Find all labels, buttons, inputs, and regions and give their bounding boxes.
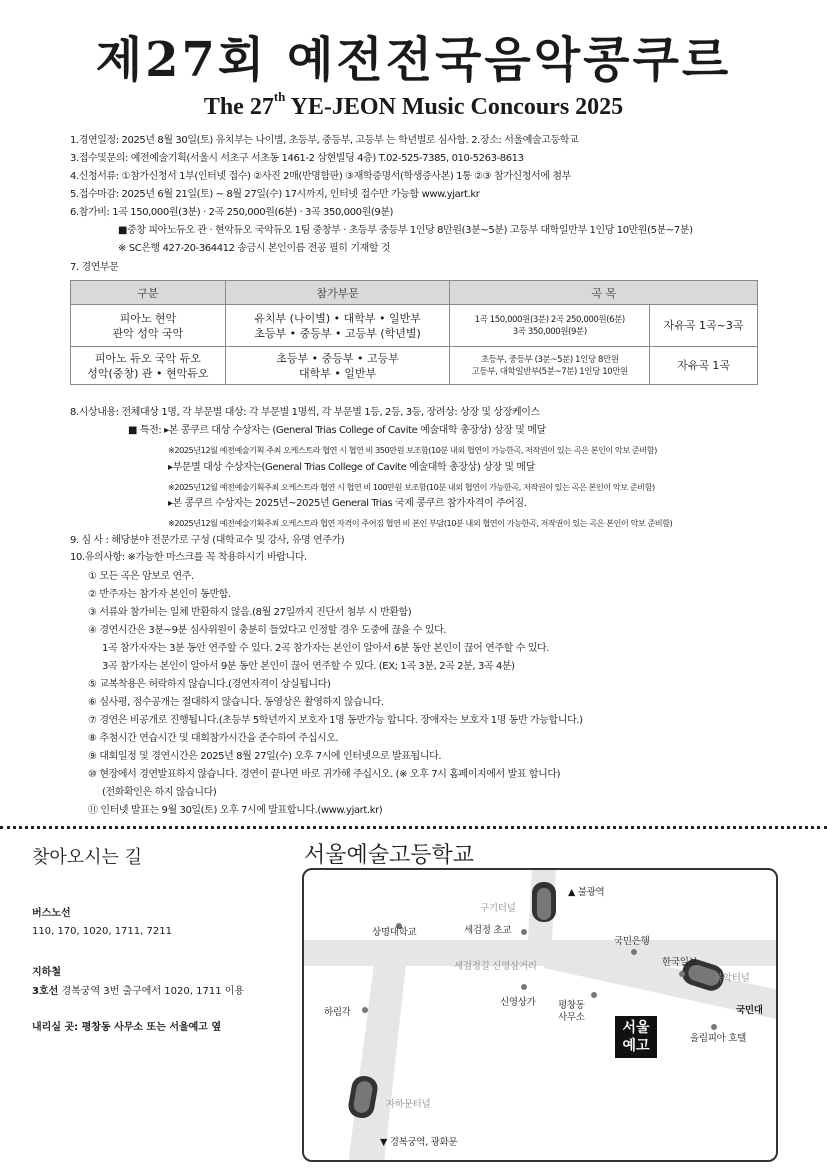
caution-item: ① 모든 곡은 암보로 연주.: [88, 571, 194, 582]
dotted-divider: [0, 826, 827, 829]
info-deadline: 5.접수마감: 2025년 6월 21일(토) ~ 8월 27일(수) 17시까지, 인터넷 접수만 가능함 www.yjart.kr: [70, 189, 480, 200]
table-cell: [225, 305, 450, 347]
title-english: [0, 86, 827, 122]
title-en-post: YE-JEON Music Concours 2025: [285, 94, 624, 120]
info-fee: 6.참가비: 1곡 150,000원(3분) · 2곡 250,000원(6분) · 3곡 350,000원(9분): [70, 207, 394, 218]
benefit-grand-prize: ■ 특전: ▸본 콩쿠르 대상 수상자는 (General Trias College of Cavite 예술대학 총장상) 상장 및 메달: [128, 425, 546, 436]
caution-item: ⑪ 인터넷 발표는 9월 30일(토) 오후 7시에 발표합니다.(www.yjart.kr): [88, 805, 383, 816]
label-pyeongchang-office: 평창동 사무소: [558, 1000, 585, 1023]
label-kookmin-bank: 국민은행: [614, 936, 650, 947]
title-en-sup: th: [273, 89, 286, 104]
stop-info: 내리실 곳: 평창동 사무소 또는 서울예고 옆: [32, 1022, 222, 1033]
table-cell: 자유곡 1곡~3곡: [650, 305, 758, 347]
table-row: [71, 347, 758, 385]
label-olympia: 올림피아 호텔: [690, 1033, 746, 1044]
dot-segeomjeong: [521, 929, 527, 935]
table-header-row: [71, 281, 758, 305]
cell-line: 초등부 • 중등부 • 고등부 (학년별): [254, 326, 421, 340]
school-title: 서울예술고등학교: [304, 843, 475, 868]
label-gyeongbok: ▼ 경복궁역, 광화문: [380, 1137, 458, 1148]
caution-item: ④ 경연시간은 3분~9분 심사위원이 충분히 들었다고 인정할 경우 도중에 끊을 수 있다.: [88, 625, 447, 636]
caution-item: ⑤ 교복착용은 허락하지 않습니다.(경연자격이 상실됩니다): [88, 679, 331, 690]
caution-item: ③ 서류와 참가비는 일체 반환하지 않음.(8월 27일까지 진단서 첨부 시 반환함): [88, 607, 412, 618]
caution-item: 1곡 참가자자는 3분 동안 연주할 수 있다. 2곡 참가자는 본인이 알아서 6분 동안 본인이 끊어 연주할 수 있다.: [102, 643, 550, 654]
info-documents: 4.신청서류: ①참가신청서 1부(인터넷 접수) ②사진 2매(반명함판) ③재학증명서(학생증사본) 1통 ②③ 참가신청서에 첨부: [70, 171, 571, 182]
awards: 8.시상내용: 전체대상 1명, 각 부문별 대상: 각 부문별 1명씩, 각 부문별 1등, 2등, 3등, 장려상: 상장 및 상장케이스: [70, 407, 540, 418]
caution-item: ⑨ 대회일정 및 경연시간은 2025년 8월 27일(수) 오후 7시에 인터넷으로 발표됩니다.: [88, 751, 442, 762]
info-schedule-venue: 1.경연일정: 2025년 8월 30일(토) 유치부는 나이별, 초등부, 중등부, 고등부 는 학년별로 심사함. 2.장소: 서울예술고등학교: [70, 135, 579, 146]
table-row: [71, 305, 758, 347]
cell-line: 1곡 150,000원(3분) 2곡 250,000원(6분): [474, 314, 625, 325]
table-header: 참가부문: [225, 281, 450, 305]
school-marker: 서울 예고: [615, 1016, 657, 1058]
dot-kookmin-bank: [631, 949, 637, 955]
gugi-tunnel-icon: [532, 882, 556, 922]
title-en-pre: The 27: [203, 94, 274, 120]
caution-item: (전화확인은 하지 않습니다): [102, 787, 217, 798]
dot-hankook: [679, 971, 685, 977]
map-roads: [304, 870, 778, 1162]
caution-item: 3곡 참가자는 본인이 알아서 9분 동안 본인이 끊어 연주할 수 있다. (EX; 1곡 3분, 2곡 2분, 3곡 4분): [102, 661, 515, 672]
table-cell: [225, 347, 450, 385]
cell-line: 고등부, 대학일반부(5분~7분) 1인당 10만원: [471, 366, 628, 377]
benefit-international: ▸본 콩쿠르 수상자는 2025년~2025년 General Trias 국제 콩쿠르 참가자격이 주어짐.: [168, 498, 527, 509]
bus-label: 버스노선: [32, 908, 71, 919]
table-header: 구분: [71, 281, 226, 305]
label-hankook-ilbo: 한국일보: [662, 957, 698, 968]
cell-line: 초등부, 중등부 (3분~5분) 1인당 8만원: [480, 354, 619, 365]
table-cell: 자유곡 1곡: [650, 347, 758, 385]
table-header: 곡 목: [450, 281, 758, 305]
dot-pyeongchang: [591, 992, 597, 998]
cell-line: 피아노 듀오 국악 듀오: [94, 351, 201, 365]
cautions-heading: 10.유의사항: ※가능한 마스크를 꼭 착용하시기 바랍니다.: [70, 552, 307, 563]
label-jaha-tunnel: 자하문터널: [386, 1099, 431, 1110]
label-segeomjeong-school: 세검정 초교: [464, 925, 512, 936]
benefit-category-prize: ▸부문별 대상 수상자는(General Trias College of Cavite 예술대학 총장상) 상장 및 메달: [168, 462, 535, 473]
subway-label: 지하철: [32, 967, 61, 978]
cell-line: 피아노 현악: [119, 311, 177, 325]
label-gugi-tunnel: 구기터널: [480, 903, 516, 914]
caution-item: ⑧ 추첨시간 연습시간 및 대회참가시간을 준수하여 주십시오.: [88, 733, 339, 744]
cell-line: 관악 성악 국악: [112, 326, 184, 340]
directions-title: 찾아오시는 길: [32, 847, 143, 868]
label-hallim: 하림각: [324, 1007, 351, 1018]
info-categories-heading: 7. 경연부문: [70, 262, 119, 273]
cell-line: 초등부 • 중등부 • 고등부: [276, 351, 399, 365]
caution-item: ② 반주자는 참가자 본인이 동반함.: [88, 589, 231, 600]
label-sangmyung: 상명대학교: [372, 927, 417, 938]
title-korean: 제27회 예전전국음악콩쿠르: [95, 32, 732, 88]
subway-info: 3호선 경복궁역 3번 출구에서 1020, 1711 이용: [32, 986, 245, 997]
cell-line: 3곡 350,000원(9분): [512, 326, 587, 337]
bus-routes: 110, 170, 1020, 1711, 7211: [32, 926, 172, 937]
table-cell: [450, 347, 650, 385]
cell-line: 성악(중창) 관 • 현악듀오: [87, 366, 209, 380]
label-kookmin-univ: 국민대: [736, 1005, 763, 1016]
benefit-note-1: ※2025년12월 예전예술기획 주최 오케스트라 협연 시 협연 비 350만원 보조함(10분 내외 협연이 가능한곡, 저작권이 있는 곡은 본인이 악보 준비함): [168, 445, 657, 455]
caution-item: ⑩ 현장에서 경연발표하지 않습니다. 경연이 끝나면 바로 귀가해 주십시오. (※ 오후 7시 홈페이지에서 발표 합니다): [88, 769, 561, 780]
location-map: [302, 868, 778, 1162]
road-jaha: [348, 964, 406, 1162]
info-contact: 3.접수및문의: 예전예술기획(서울시 서초구 서초동 1461-2 삼현빌딩 4층) T.02-525-7385, 010-5263-8613: [70, 153, 524, 164]
label-bugak-tunnel: 북악터널: [714, 973, 750, 984]
label-intersection: 세검정길 신영삼거리: [454, 961, 537, 972]
dot-hallim: [362, 1007, 368, 1013]
cell-line: 유치부 (나이별) • 대학부 • 일반부: [254, 311, 421, 325]
info-bank: ※ SC은행 427-20-364412 송금시 본인이름 전공 필히 기재할 것: [118, 243, 391, 254]
competition-table: [70, 280, 758, 385]
table-cell: [71, 305, 226, 347]
caution-item: ⑥ 심사평, 점수공개는 절대하지 않습니다. 동영상은 촬영하지 않습니다.: [88, 697, 384, 708]
caution-item: ⑦ 경연은 비공개로 진행됩니다.(초등부 5학년까지 보호자 1명 동반가능 합니다. 장애자는 보호자 1명 동반 가능합니다.): [88, 715, 583, 726]
benefit-note-3: ※2025년12월 예전예술기획주최 오케스트라 협연 자격이 주어짐 협연 비 본인 부담(10분 내외 협연이 가능한곡, 저작권이 있는 곡은 본인이 악보 준비함): [168, 518, 673, 528]
road-segeomjeong: [304, 940, 778, 966]
label-sinyoung: 신영상가: [500, 997, 536, 1008]
judging: 9. 심 사 : 해당분야 전문가로 구성 (대학교수 및 강사, 유명 연주가): [70, 535, 345, 546]
label-bulgwang: ▲ 불광역: [568, 887, 605, 898]
benefit-note-2: ※2025년12월 예전예술기획주최 오케스트라 협연 시 협연 비 100만원 보조함(10분 내외 협연이 가능한곡, 저작권이 있는 곡은 본인이 악보 준비함): [168, 482, 655, 492]
table-cell: [450, 305, 650, 347]
cell-line: 대학부 • 일반부: [298, 366, 377, 380]
dot-sinyoung: [521, 984, 527, 990]
info-ensemble-fee: ■중창 피아노듀오 관 · 현악듀오 국악듀오 1팀 중창부 · 초등부 중등부 1인당 8만원(3분~5분) 고등부 대학일반부 1인당 10만원(5분~7분): [118, 225, 693, 236]
table-cell: [71, 347, 226, 385]
